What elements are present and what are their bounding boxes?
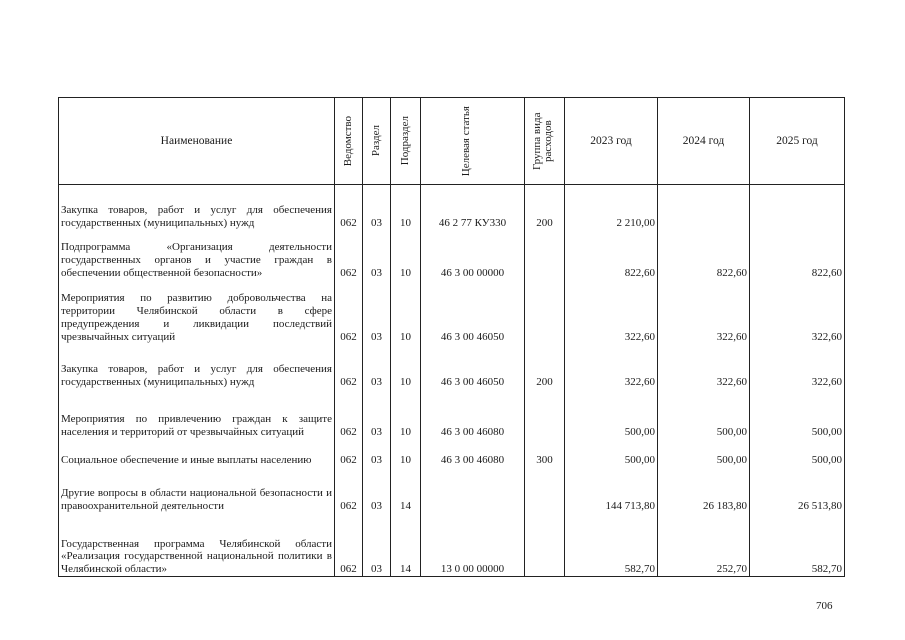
- row-name: Мероприятия по привлечению граждан к защите населения и территорий от чрезвычайных ситуаций: [59, 389, 335, 439]
- row-podrazdel: 10: [391, 389, 421, 439]
- row-2024: 252,70: [658, 513, 750, 577]
- row-2025: 26 513,80: [750, 467, 845, 513]
- row-2024: 500,00: [658, 389, 750, 439]
- row-2023: 322,60: [565, 280, 658, 344]
- row-2023: 582,70: [565, 513, 658, 577]
- row-group: [525, 230, 565, 280]
- row-name: Государственная программа Челябинской области «Реализация государственной национальной политики в Челябинской области»: [59, 513, 335, 577]
- row-vedomstvo: 062: [335, 280, 363, 344]
- row-vedomstvo: 062: [335, 344, 363, 389]
- row-razdel: 03: [363, 230, 391, 280]
- row-podrazdel: 10: [391, 230, 421, 280]
- header-group: Группа вида расходов: [525, 98, 565, 185]
- row-2025: 322,60: [750, 344, 845, 389]
- row-name: Другие вопросы в области национальной безопасности и правоохранительной деятельности: [59, 467, 335, 513]
- row-2025: 822,60: [750, 230, 845, 280]
- header-name: Наименование: [59, 98, 335, 185]
- row-razdel: 03: [363, 280, 391, 344]
- row-group: [525, 389, 565, 439]
- header-2023: 2023 год: [565, 98, 658, 185]
- row-name: Подпрограмма «Организация деятельности государственных органов и участие граждан в обеспечении общественной безопасности»: [59, 230, 335, 280]
- row-podrazdel: 10: [391, 185, 421, 230]
- row-2023: 822,60: [565, 230, 658, 280]
- header-2024: 2024 год: [658, 98, 750, 185]
- row-2023: 500,00: [565, 389, 658, 439]
- row-name: Социальное обеспечение и иные выплаты населению: [59, 439, 335, 467]
- row-podrazdel: 10: [391, 344, 421, 389]
- page-number: 706: [816, 600, 833, 612]
- row-group: [525, 467, 565, 513]
- row-target: 46 3 00 46050: [421, 344, 525, 389]
- row-2025: 582,70: [750, 513, 845, 577]
- row-2024: 322,60: [658, 280, 750, 344]
- row-2024: 500,00: [658, 439, 750, 467]
- row-2024: [658, 185, 750, 230]
- row-2025: 322,60: [750, 280, 845, 344]
- row-target: 46 3 00 46050: [421, 280, 525, 344]
- row-razdel: 03: [363, 513, 391, 577]
- row-target: 13 0 00 00000: [421, 513, 525, 577]
- row-podrazdel: 14: [391, 513, 421, 577]
- row-name: Закупка товаров, работ и услуг для обеспечения государственных (муниципальных) нужд: [59, 344, 335, 389]
- row-2023: 2 210,00: [565, 185, 658, 230]
- row-razdel: 03: [363, 185, 391, 230]
- row-target: [421, 467, 525, 513]
- row-target: 46 3 00 46080: [421, 389, 525, 439]
- row-2024: 26 183,80: [658, 467, 750, 513]
- row-2023: 322,60: [565, 344, 658, 389]
- row-razdel: 03: [363, 439, 391, 467]
- row-2023: 500,00: [565, 439, 658, 467]
- table-row: [59, 185, 845, 230]
- row-podrazdel: 14: [391, 467, 421, 513]
- row-group: [525, 513, 565, 577]
- row-podrazdel: 10: [391, 280, 421, 344]
- header-2025: 2025 год: [750, 98, 845, 185]
- header-vedomstvo: Ведомство: [335, 98, 363, 185]
- row-name: Мероприятия по развитию добровольчества на территории Челябинской области в сфере предупреждения и ликвидации последствий чрезвычайных ситуаций: [59, 280, 335, 344]
- row-2024: 322,60: [658, 344, 750, 389]
- table-row: [59, 467, 845, 513]
- table-row: [59, 230, 845, 280]
- row-target: 46 3 00 46080: [421, 439, 525, 467]
- row-razdel: 03: [363, 344, 391, 389]
- table-header-row: [59, 98, 845, 185]
- row-group: [525, 280, 565, 344]
- budget-table: [58, 97, 845, 577]
- table-row: [59, 344, 845, 389]
- row-name: Закупка товаров, работ и услуг для обеспечения государственных (муниципальных) нужд: [59, 185, 335, 230]
- row-2023: 144 713,80: [565, 467, 658, 513]
- row-2025: [750, 185, 845, 230]
- header-podrazdel: Подраздел: [391, 98, 421, 185]
- header-target: Целевая статья: [421, 98, 525, 185]
- row-group: 300: [525, 439, 565, 467]
- row-target: 46 3 00 00000: [421, 230, 525, 280]
- table-row: [59, 513, 845, 577]
- row-podrazdel: 10: [391, 439, 421, 467]
- row-2024: 822,60: [658, 230, 750, 280]
- row-razdel: 03: [363, 467, 391, 513]
- header-razdel: Раздел: [363, 98, 391, 185]
- row-vedomstvo: 062: [335, 389, 363, 439]
- row-2025: 500,00: [750, 439, 845, 467]
- row-razdel: 03: [363, 389, 391, 439]
- table-row: [59, 280, 845, 344]
- table-row: [59, 389, 845, 439]
- row-group: 200: [525, 185, 565, 230]
- table-row: [59, 439, 845, 467]
- row-vedomstvo: 062: [335, 513, 363, 577]
- row-vedomstvo: 062: [335, 230, 363, 280]
- row-vedomstvo: 062: [335, 439, 363, 467]
- row-target: 46 2 77 КУ330: [421, 185, 525, 230]
- row-2025: 500,00: [750, 389, 845, 439]
- row-vedomstvo: 062: [335, 467, 363, 513]
- row-group: 200: [525, 344, 565, 389]
- row-vedomstvo: 062: [335, 185, 363, 230]
